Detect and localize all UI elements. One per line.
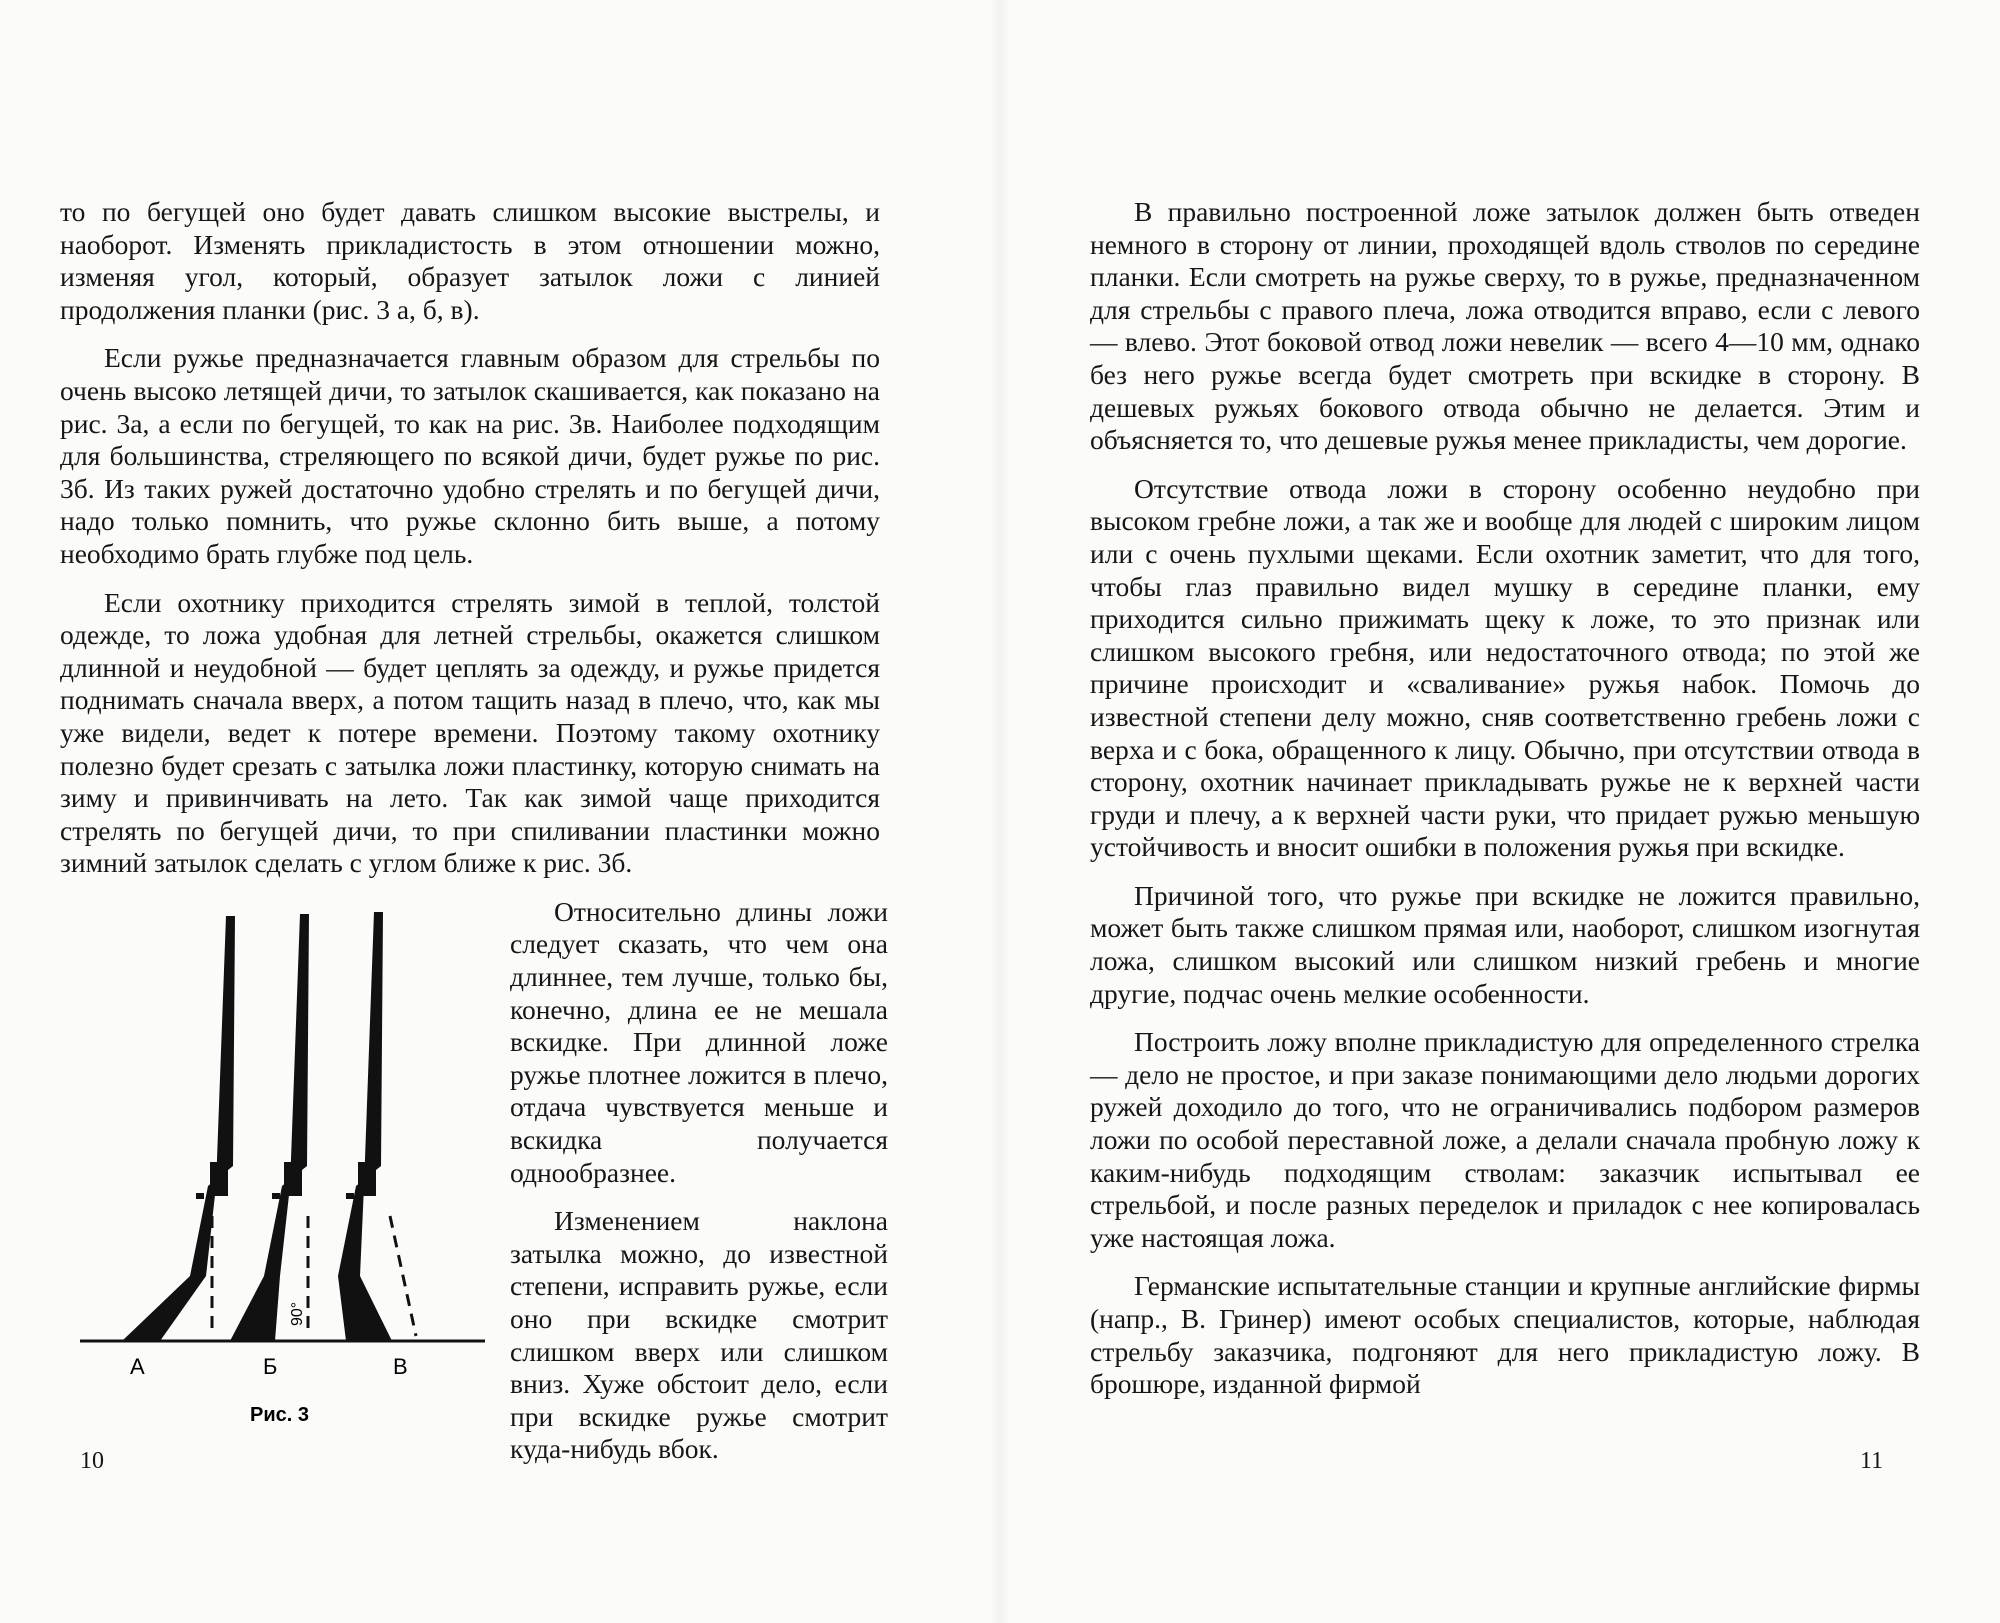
page-number-right: 11: [1860, 1448, 1884, 1474]
right-paragraph-2: Отсутствие отвода ложи в сторону особенно неудобно при высоком гребне ложи, а так же и вообще для людей с широким лицом или с очень пухлыми щеками. Если охотник заметит, что для того, чтобы глаз правильно видел мушку в середине планки, ему приходится сильно прижимать щеку к ложе, то это признак или слишком высокого гребня, или недостаточного отвода; по этой же причине происходит и «сваливание» ружья набок. Помочь до известной степени делу можно, сняв соответственно гребень ложи с верха и с бока, обращенного к лицу. Обычно, при отсутствии отвода в сторону, охотник начинает прикладывать ружье не к верхней части груди и плечу, а к верхней части руки, что придает ружью меньшую устойчивость и вносит ошибки в положения ружья при вскидке.: [1090, 472, 1920, 863]
left-paragraph-1: то по бегущей оно будет давать слишком высокие выстрелы, и наоборот. Изменять прикладистость в этом отношении можно, изменяя угол, который, образует затылок ложи с линией продолжения планки (рис. 3 а, б, в).: [60, 196, 880, 325]
left-paragraph-4: Относительно длины ложи следует сказать, что чем она длиннее, тем лучше, только бы, конечно, длина ее не мешала вскидке. При длинной ложе ружье плотнее ложится в плечо, отдача чувствуется меньше и вскидка получается однообразнее.: [510, 895, 888, 1188]
rifle-b: [230, 914, 309, 1341]
label-c: В: [393, 1353, 408, 1379]
left-paragraph-3: Если охотнику приходится стрелять зимой в теплой, толстой одежде, то ложа удобная для летней стрельбы, окажется слишком длинной и неудобной — будет цеплять за одежду, и ружье придется поднимать сначала вверх, а потом тащить назад в плечо, что, как мы уже видели, ведет к потере времени. Поэтому такому охотнику полезно будет срезать с затылка ложи пластинку, которую снимать на зиму и привинчивать на лето. Так как зимой чаще приходится стрелять по бегущей дичи, то при спиливании пластинки можно зимний затылок сделать с углом ближе к рис. 3б.: [60, 586, 880, 879]
figure-caption: Рис. 3: [250, 1403, 309, 1426]
rifle-stock-angle-illustration: [60, 896, 500, 1456]
figure-3: [60, 896, 500, 1456]
rifle-c: [338, 912, 416, 1341]
label-a: А: [130, 1353, 145, 1379]
wrapped-text: [510, 896, 888, 1482]
left-paragraph-5: Изменением наклона затылка можно, до известной степени, исправить ружье, если оно при вскидке смотрит слишком вверх или слишком вниз. Хуже обстоит дело, если при вскидке ружье смотрит куда-нибудь вбок.: [510, 1205, 888, 1465]
right-paragraph-1: В правильно построенной ложе затылок должен быть отведен немного в сторону от линии, проходящей вдоль стволов по середине планки. Если смотреть на ружье сверху, то в ружье, предназначенном для стрельбы с правого плеча, ложа отводится вправо, если с левого — влево. Этот боковой отвод ложи невелик — всего 4—10 мм, однако без него ружье всегда будет смотреть при вскидке в сторону. В дешевых ружьях бокового отвода обычно не делается. Этим и объясняется то, что дешевые ружья менее прикладисты, чем дорогие.: [1090, 196, 1920, 456]
label-b: Б: [263, 1353, 278, 1379]
rifle-a: [122, 916, 235, 1341]
right-page: [1000, 0, 2000, 1623]
right-text-column: [1090, 196, 1920, 1417]
page-number-left: 10: [80, 1448, 104, 1474]
right-paragraph-5: Германские испытательные станции и крупные английские фирмы (напр., В. Гринер) имеют особых специалистов, которые, наблюдая стрельбу заказчика, подгоняют для него прикладистую ложу. В брошюре, изданной фирмой: [1090, 1270, 1920, 1400]
angle-label: 90°: [289, 1301, 306, 1326]
right-paragraph-4: Построить ложу вполне прикладистую для определенного стрелка — дело не простое, и при заказе понимающими дело людьми дорогих ружей доходило до того, что не ограничивались подбором размеров ложи по особой переставной ложе, а делали сначала пробную ложу к каким-нибудь подходящим стволам: заказчик испытывал ее стрельбой, и после разных переделок и приладок с нее копировалась уже настоящая ложа.: [1090, 1026, 1920, 1253]
right-paragraph-3: Причиной того, что ружье при вскидке не ложится правильно, может быть также слишком прямая или, наоборот, слишком изогнутая ложа, слишком высокий или слишком низкий гребень и многие другие, подчас очень мелкие особенности.: [1090, 879, 1920, 1009]
left-paragraph-2: Если ружье предназначается главным образом для стрельбы по очень высоко летящей дичи, то затылок скашивается, как показано на рис. 3а, а если по бегущей, то как на рис. 3в. Наиболее подходящим для большинства, стреляющего по всякой дичи, будет ружье по рис. 3б. Из таких ружей достаточно удобно стрелять и по бегущей дичи, надо только помнить, что ружье склонно бить выше, а потому необходимо брать глубже под цель.: [60, 342, 880, 569]
